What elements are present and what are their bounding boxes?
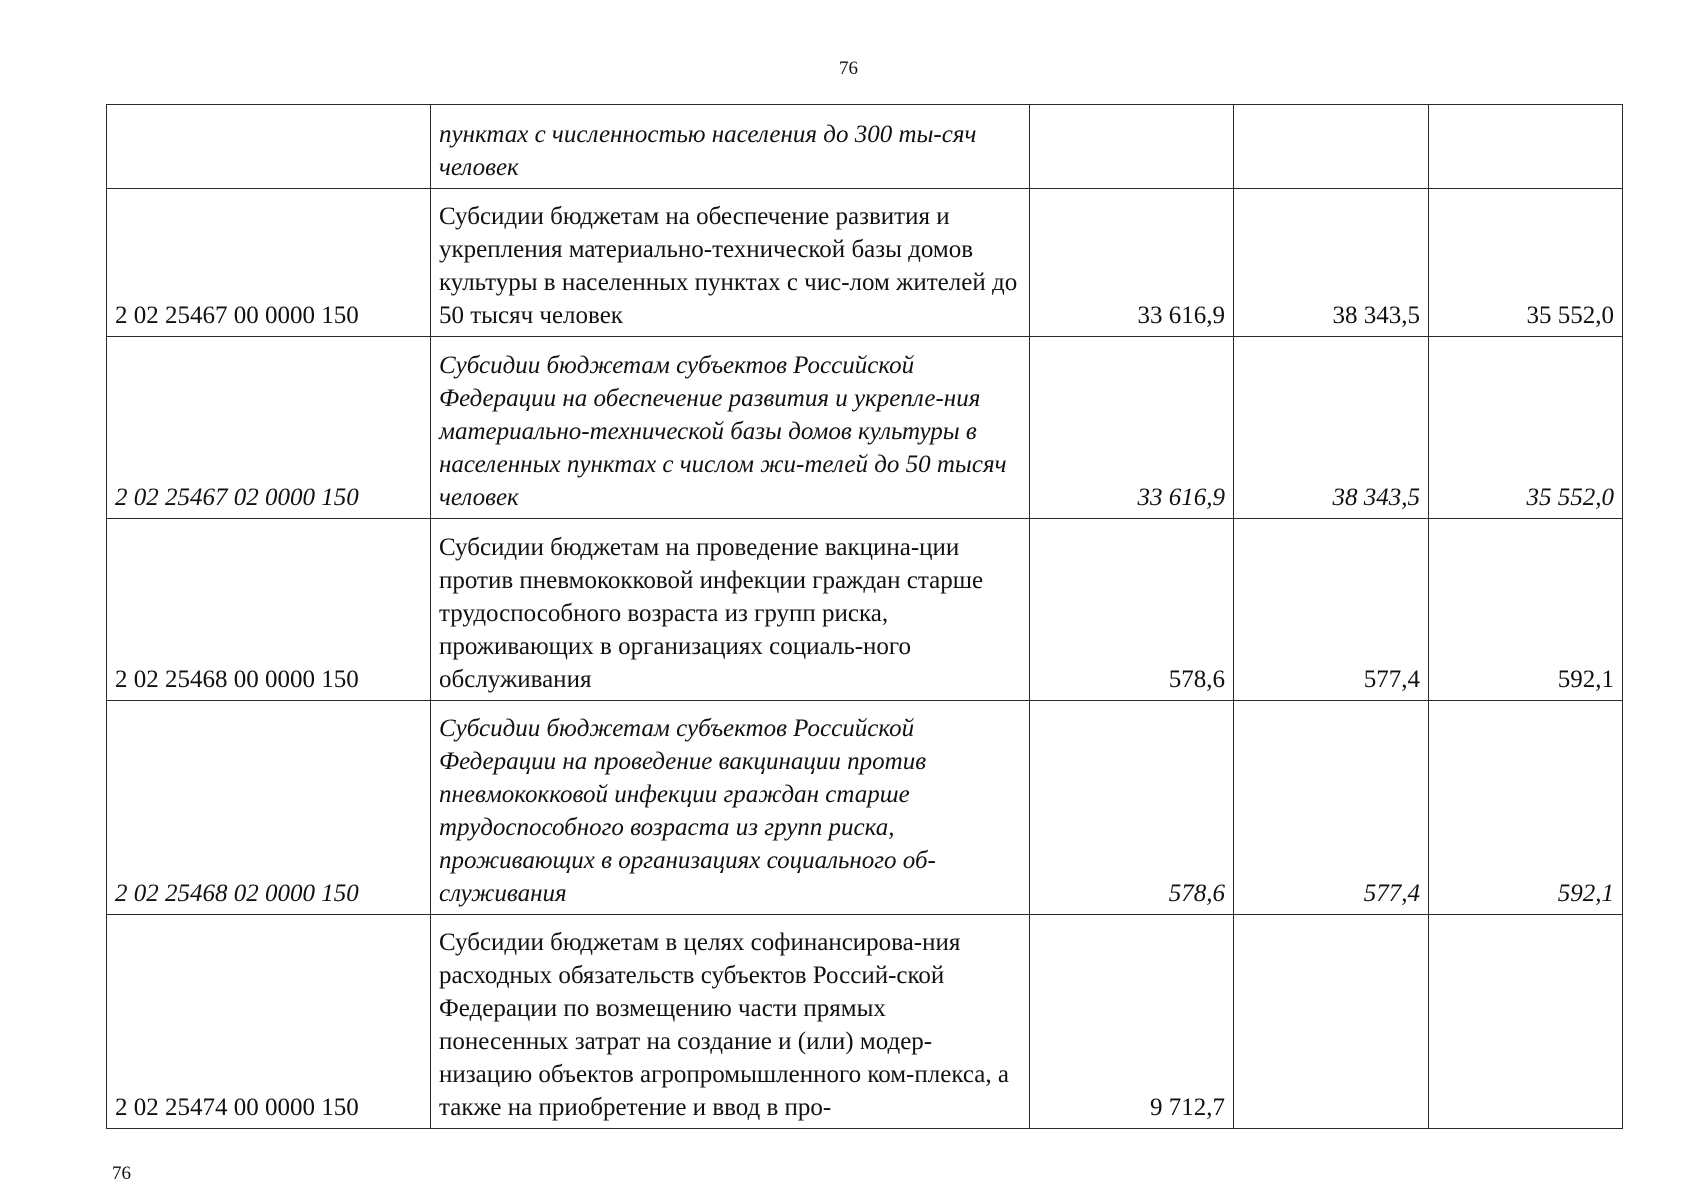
table-row bbox=[107, 519, 1623, 701]
budget-code-cell: 2 02 25467 00 0000 150 bbox=[107, 189, 431, 337]
table-row bbox=[107, 915, 1623, 1129]
table-row bbox=[107, 189, 1623, 337]
value-cell-3 bbox=[1429, 915, 1623, 1129]
table-row bbox=[107, 701, 1623, 915]
table-row bbox=[107, 337, 1623, 519]
value-cell-1: 578,6 bbox=[1030, 701, 1234, 915]
value-cell-1: 33 616,9 bbox=[1030, 337, 1234, 519]
budget-code-cell bbox=[107, 105, 431, 189]
page-number-bottom: 76 bbox=[112, 1163, 131, 1184]
description-cell: Субсидии бюджетам субъектов Российской Федерации на проведение вакцинации против пневмококковой инфекции граждан старше трудоспособного возраста из групп риска, проживающих в организациях социального об-служивания bbox=[431, 701, 1030, 915]
value-cell-1 bbox=[1030, 105, 1234, 189]
value-cell-2: 577,4 bbox=[1234, 519, 1429, 701]
budget-code-cell: 2 02 25467 02 0000 150 bbox=[107, 337, 431, 519]
description-cell: пунктах с численностью населения до 300 ты-сяч человек bbox=[431, 105, 1030, 189]
value-cell-3: 592,1 bbox=[1429, 701, 1623, 915]
value-cell-2: 577,4 bbox=[1234, 701, 1429, 915]
value-cell-2: 38 343,5 bbox=[1234, 337, 1429, 519]
value-cell-2 bbox=[1234, 915, 1429, 1129]
table-row bbox=[107, 105, 1623, 189]
value-cell-3: 35 552,0 bbox=[1429, 189, 1623, 337]
description-cell: Субсидии бюджетам на обеспечение развития и укрепления материально-технической базы домов культуры в населенных пунктах с чис-лом жителей до 50 тысяч человек bbox=[431, 189, 1030, 337]
value-cell-1: 9 712,7 bbox=[1030, 915, 1234, 1129]
description-cell: Субсидии бюджетам субъектов Российской Федерации на обеспечение развития и укрепле-ния материально-технической базы домов культуры в населенных пунктах с числом жи-телей до 50 тысяч человек bbox=[431, 337, 1030, 519]
value-cell-2 bbox=[1234, 105, 1429, 189]
value-cell-1: 33 616,9 bbox=[1030, 189, 1234, 337]
budget-table bbox=[106, 104, 1623, 1129]
value-cell-3: 592,1 bbox=[1429, 519, 1623, 701]
page-number-top: 76 bbox=[839, 58, 858, 79]
value-cell-3 bbox=[1429, 105, 1623, 189]
budget-code-cell: 2 02 25468 02 0000 150 bbox=[107, 701, 431, 915]
value-cell-2: 38 343,5 bbox=[1234, 189, 1429, 337]
budget-code-cell: 2 02 25468 00 0000 150 bbox=[107, 519, 431, 701]
budget-code-cell: 2 02 25474 00 0000 150 bbox=[107, 915, 431, 1129]
description-cell: Субсидии бюджетам в целях софинансирова-ния расходных обязательств субъектов Россий-ской Федерации по возмещению части прямых понесенных затрат на создание и (или) модер-низацию объектов агропромышленного ком-плекса, а также на приобретение и ввод в про- bbox=[431, 915, 1030, 1129]
value-cell-3: 35 552,0 bbox=[1429, 337, 1623, 519]
description-cell: Субсидии бюджетам на проведение вакцина-ции против пневмококковой инфекции граждан старше трудоспособного возраста из групп риска, проживающих в организациях социаль-ного обслуживания bbox=[431, 519, 1030, 701]
value-cell-1: 578,6 bbox=[1030, 519, 1234, 701]
